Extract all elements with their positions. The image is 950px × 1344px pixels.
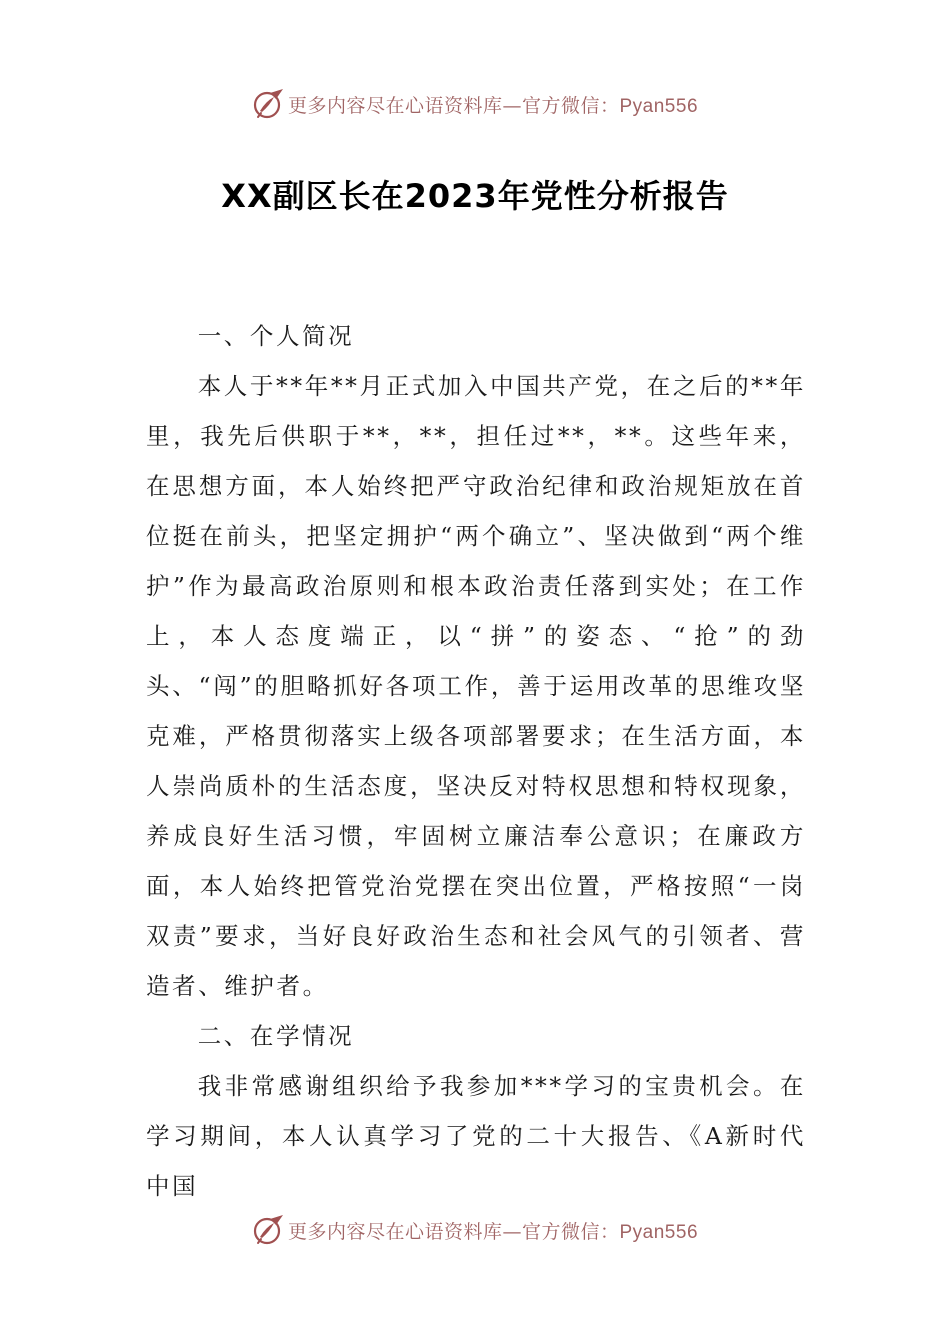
section-heading-2: 二、在学情况 xyxy=(197,1022,355,1050)
banner-wechat-id: Pyan556 xyxy=(619,95,699,117)
header-banner xyxy=(0,84,950,124)
quill-seal-icon xyxy=(252,87,286,121)
banner-text-cn: 更多内容尽在心语资料库—官方微信： xyxy=(287,1220,620,1243)
section-paragraph-1: 本人于**年**月正式加入中国共产党，在之后的**年里，我先后供职于**，**，担任过**，**。这些年来，在思想方面，本人始终把严守政治纪律和政治规矩放在首位挺在前头，把坚定拥护“两个确立”、坚决做到“两个维护”作为最高政治原则和根本政治责任落到实处；在工作上，本人态度端正，以“拼”的姿态、“抢”的劲头、“闯”的胆略抓好各项工作，善于运用改革的思维攻坚克难，严格贯彻落实上级各项部署要求；在生活方面，本人崇尚质朴的生活态度，坚决反对特权思想和特权现象，养成良好生活习惯，牢固树立廉洁奉公意识；在廉政方面，本人始终把管党治党摆在突出位置，严格按照“一岗双责”要求，当好良好政治生态和社会风气的引领者、营造者、维护者。 xyxy=(146,372,806,1000)
banner-text xyxy=(288,1217,698,1244)
banner-text-cn: 更多内容尽在心语资料库—官方微信： xyxy=(287,94,620,117)
banner-text xyxy=(288,91,698,118)
document-title: XX副区长在2023年党性分析报告 xyxy=(221,177,729,215)
section-paragraph-2: 我非常感谢组织给予我参加***学习的宝贵机会。在学习期间，本人认真学习了党的二十大报告、《A新时代中国 xyxy=(146,1072,806,1200)
quill-seal-icon xyxy=(252,1213,286,1247)
document-body xyxy=(146,311,806,1211)
footer-banner xyxy=(0,1210,950,1250)
banner-wechat-id: Pyan556 xyxy=(619,1221,699,1243)
section-heading-1: 一、个人简况 xyxy=(197,322,355,350)
